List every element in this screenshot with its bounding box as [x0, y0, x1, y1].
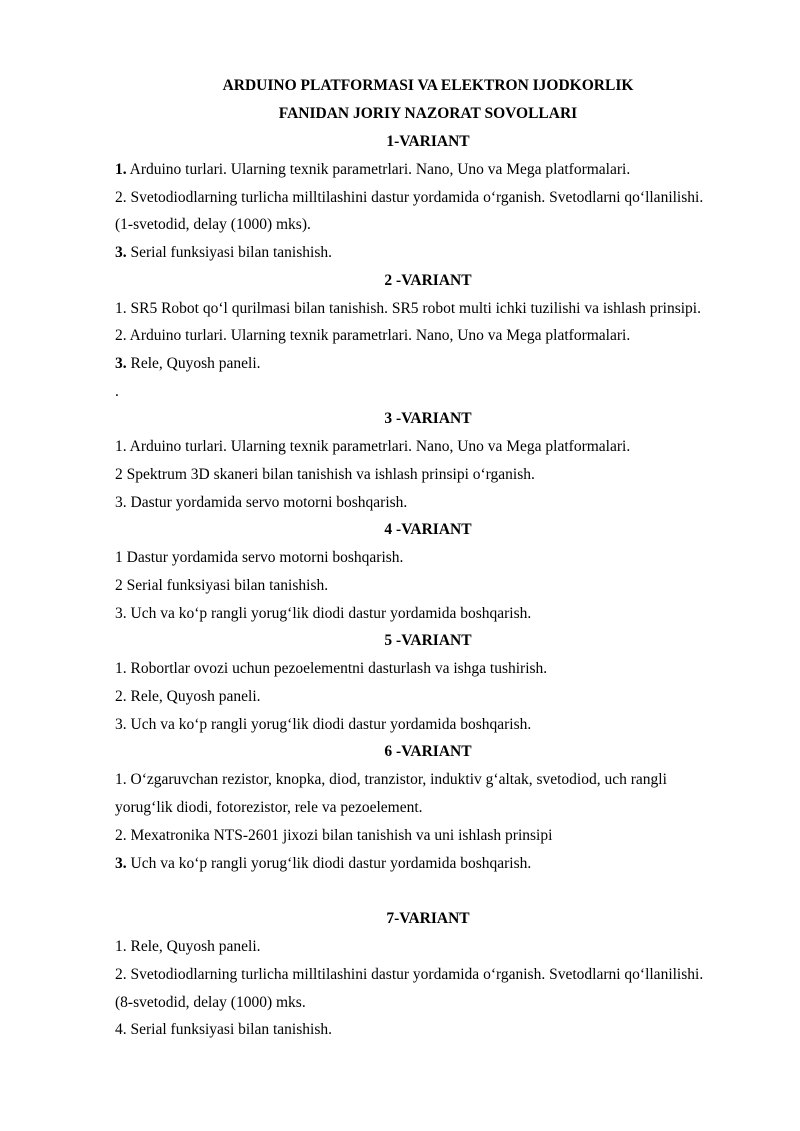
variant-7-item-4	[115, 1020, 332, 1040]
variant-4-item-1	[115, 548, 403, 568]
document-title-line-2: FANIDAN JORIY NAZORAT SOVOLLARI	[278, 105, 578, 122]
item-text: Arduino turlari. Ularning texnik parametrlari. Nano, Uno va Mega platformalari.	[126, 161, 631, 178]
variant-5-item-1	[115, 659, 547, 679]
item-number: 1.	[115, 161, 127, 178]
variant-6-heading: 6 -VARIANT	[384, 743, 472, 760]
item-number: 2.	[115, 688, 127, 705]
item-text: Serial funksiyasi bilan tanishish.	[126, 1021, 332, 1038]
item-text: Serial funksiyasi bilan tanishish.	[126, 244, 332, 261]
variant-1-item-2-continued	[115, 215, 311, 235]
item-number: 2.	[115, 827, 127, 844]
item-number: 1.	[115, 660, 127, 677]
variant-6-item-1-continued	[115, 798, 423, 818]
item-number: 2.	[115, 327, 127, 344]
item-text: Arduino turlari. Ularning texnik parametrlari. Nano, Uno va Mega platformalari.	[126, 327, 631, 344]
variant-6-item-1	[115, 770, 667, 790]
item-text: Arduino turlari. Ularning texnik parametrlari. Nano, Uno va Mega platformalari.	[126, 438, 631, 455]
variant-3-heading: 3 -VARIANT	[384, 410, 472, 427]
item-number: 2	[115, 577, 123, 594]
variant-4-heading: 4 -VARIANT	[384, 521, 472, 538]
item-text: Uch va ko‘p rangli yorug‘lik diodi dastur yordamida boshqarish.	[126, 605, 532, 622]
variant-5-item-3	[115, 715, 531, 735]
variant-5-item-2	[115, 687, 261, 707]
item-text: (1-svetodid, delay (1000) mks).	[115, 216, 311, 233]
item-number: 3.	[115, 494, 127, 511]
item-text: Robortlar ovozi uchun pezoelementni dasturlash va ishga tushirish.	[126, 660, 548, 677]
item-number: 3.	[115, 855, 127, 872]
variant-1-heading: 1-VARIANT	[386, 133, 470, 150]
variant-2-item-3	[115, 354, 261, 374]
variant-2-item-1	[115, 299, 701, 319]
item-text: SR5 Robot qo‘l qurilmasi bilan tanishish. SR5 robot multi ichki tuzilishi va ishlash prinsipi.	[126, 300, 701, 317]
item-number: 3.	[115, 605, 127, 622]
item-text: Uch va ko‘p rangli yorug‘lik diodi dastur yordamida boshqarish.	[126, 716, 532, 733]
item-number: 1.	[115, 438, 127, 455]
item-number: 3.	[115, 355, 127, 372]
item-number: 3.	[115, 244, 127, 261]
item-text: yorug‘lik diodi, fotorezistor, rele va pezoelement.	[115, 799, 423, 816]
item-text: Uch va ko‘p rangli yorug‘lik diodi dastur yordamida boshqarish.	[126, 855, 532, 872]
variant-3-item-3	[115, 493, 407, 513]
item-text: Mexatronika NTS-2601 jixozi bilan tanishish va uni ishlash prinsipi	[126, 827, 553, 844]
item-number: 4.	[115, 1021, 127, 1038]
item-text: O‘zgaruvchan rezistor, knopka, diod, tranzistor, induktiv g‘altak, svetodiod, uch rangli	[126, 771, 667, 788]
variant-6-item-3	[115, 854, 531, 874]
item-text: Spektrum 3D skaneri bilan tanishish va ishlash prinsipi o‘rganish.	[122, 466, 535, 483]
item-number: 1.	[115, 300, 127, 317]
variant-3-item-2	[115, 465, 535, 485]
item-number: 1.	[115, 938, 127, 955]
variant-7-item-1	[115, 937, 261, 957]
variant-7-item-2	[115, 965, 703, 985]
variant-1-item-1	[115, 160, 630, 180]
item-number: 2.	[115, 966, 127, 983]
item-text: (8-svetodid, delay (1000) mks.	[115, 994, 306, 1011]
item-number: 3.	[115, 716, 127, 733]
variant-1-item-2	[115, 188, 703, 208]
document-title-line-1: ARDUINO PLATFORMASI VA ELEKTRON IJODKORLIK	[222, 77, 634, 94]
variant-5-heading: 5 -VARIANT	[384, 632, 472, 649]
item-text: Serial funksiyasi bilan tanishish.	[122, 577, 329, 594]
variant-2-heading: 2 -VARIANT	[384, 272, 472, 289]
item-text: Svetodiodlarning turlicha milltilashini dastur yordamida o‘rganish. Svetodlarni qo‘llanilishi.	[126, 966, 704, 983]
item-text: .	[115, 383, 119, 400]
variant-3-item-1	[115, 437, 630, 457]
item-number: 1.	[115, 771, 127, 788]
variant-7-heading: 7-VARIANT	[386, 910, 470, 927]
item-text: Rele, Quyosh paneli.	[126, 688, 261, 705]
variant-2-item-2	[115, 326, 630, 346]
item-text: Svetodiodlarning turlicha milltilashini dastur yordamida o‘rganish. Svetodlarni qo‘llanilishi.	[126, 189, 704, 206]
variant-1-item-3	[115, 243, 332, 263]
item-text: Dastur yordamida servo motorni boshqarish.	[122, 549, 404, 566]
item-number: 1	[115, 549, 123, 566]
item-text: Rele, Quyosh paneli.	[126, 355, 261, 372]
item-number: 2	[115, 466, 123, 483]
item-number: 2.	[115, 189, 127, 206]
stray-period	[115, 382, 119, 402]
variant-6-item-2	[115, 826, 552, 846]
variant-4-item-2	[115, 576, 328, 596]
variant-7-item-2-continued	[115, 993, 306, 1013]
item-text: Dastur yordamida servo motorni boshqarish.	[126, 494, 408, 511]
item-text: Rele, Quyosh paneli.	[126, 938, 261, 955]
variant-4-item-3	[115, 604, 531, 624]
